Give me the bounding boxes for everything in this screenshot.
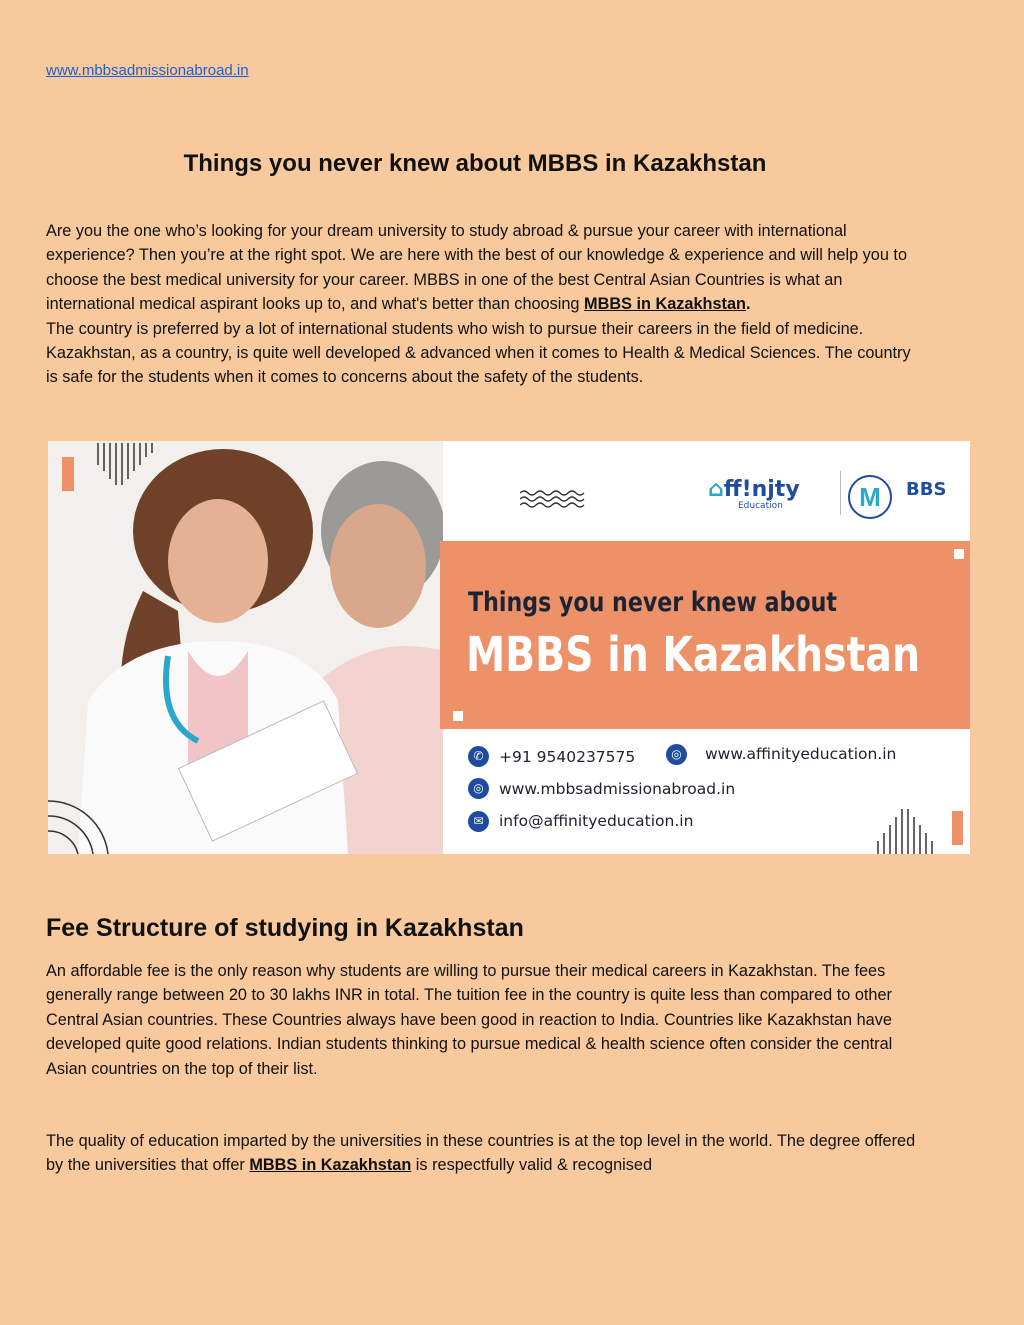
site-link[interactable]: www.mbbsadmissionabroad.in <box>46 62 249 79</box>
decor-square <box>954 549 964 559</box>
email-icon: ✉ <box>468 811 489 832</box>
intro-text: Are you the one who’s looking for your dream university to study abroad & pursue your career with international experience? Then you’re at the right spot. We are here with the best of our knowledge & experience and will help you to choose the best medical university for your career. MBBS in one of the best Central Asian Countries is what an international medical aspirant looks up to, and what's better than choosing <box>46 222 908 314</box>
banner-website-2: www.mbbsadmissionabroad.in <box>499 780 736 798</box>
mbbs-kazakhstan-link[interactable]: MBBS in Kazakhstan <box>584 295 746 314</box>
mbbs-kazakhstan-link[interactable]: MBBS in Kazakhstan <box>249 1156 412 1175</box>
intro-period: . <box>745 295 751 314</box>
affinity-logo <box>708 477 800 511</box>
mbbs-logo-icon: M <box>848 475 892 519</box>
doctor-patient-photo <box>48 441 443 854</box>
logo-divider <box>840 471 841 515</box>
globe-icon: ◎ <box>468 778 489 799</box>
decor-bar <box>952 811 963 845</box>
banner-email: info@affinityeducation.in <box>499 812 694 830</box>
quality-text-end: is respectfully valid & recognised <box>411 1156 652 1175</box>
fee-paragraph: An affordable fee is the only reason why students are willing to pursue their medical careers in Kazakhstan. The fees generally range between 20 to 30 lakhs INR in total. The tuition fee in the country is quite less than compared to other Central Asian countries. These Countries always have been good in reaction to India. Countries like Kazakhstan have developed quite good relations. Indian students thinking to pursue medical & health science often consider the central Asian countries on the top of their list. <box>46 962 893 1078</box>
page-title: Things you never knew about MBBS in Kazakhstan <box>183 150 767 177</box>
intro-paragraph <box>46 219 926 390</box>
quality-paragraph <box>46 1129 926 1178</box>
affinity-brand: ff!njty <box>723 477 800 502</box>
fee-heading: Fee Structure of studying in Kazakhstan <box>46 914 524 942</box>
banner-website-1: www.affinityeducation.in <box>705 745 897 763</box>
mbbs-logo: BBS <box>906 479 947 500</box>
phone-icon: ✆ <box>468 746 489 767</box>
quality-text: The quality of education imparted by the universities in these countries is at the top level in the world. The degree offered by the universities that offer <box>46 1132 916 1175</box>
graduation-cap-icon: ⌂ <box>708 477 724 502</box>
affinity-brand-sub: Education <box>738 501 783 511</box>
wave-icon <box>520 489 590 509</box>
globe-icon: ◎ <box>666 744 687 765</box>
banner-headline-2: MBBS in Kazakhstan <box>466 627 920 683</box>
banner-image <box>48 441 970 854</box>
intro-text-2: The country is preferred by a lot of international students who wish to pursue their careers in the field of medicine. Kazakhstan, as a country, is quite well developed & advanced when it comes to Health & Medical Sciences. The country is safe for the students when it comes to concerns about the safety of the students. <box>46 319 911 387</box>
banner-phone: +91 9540237575 <box>499 748 636 766</box>
banner-headline-1: Things you never knew about <box>468 587 837 618</box>
decor-square <box>453 711 463 721</box>
decor-lines <box>874 805 942 854</box>
